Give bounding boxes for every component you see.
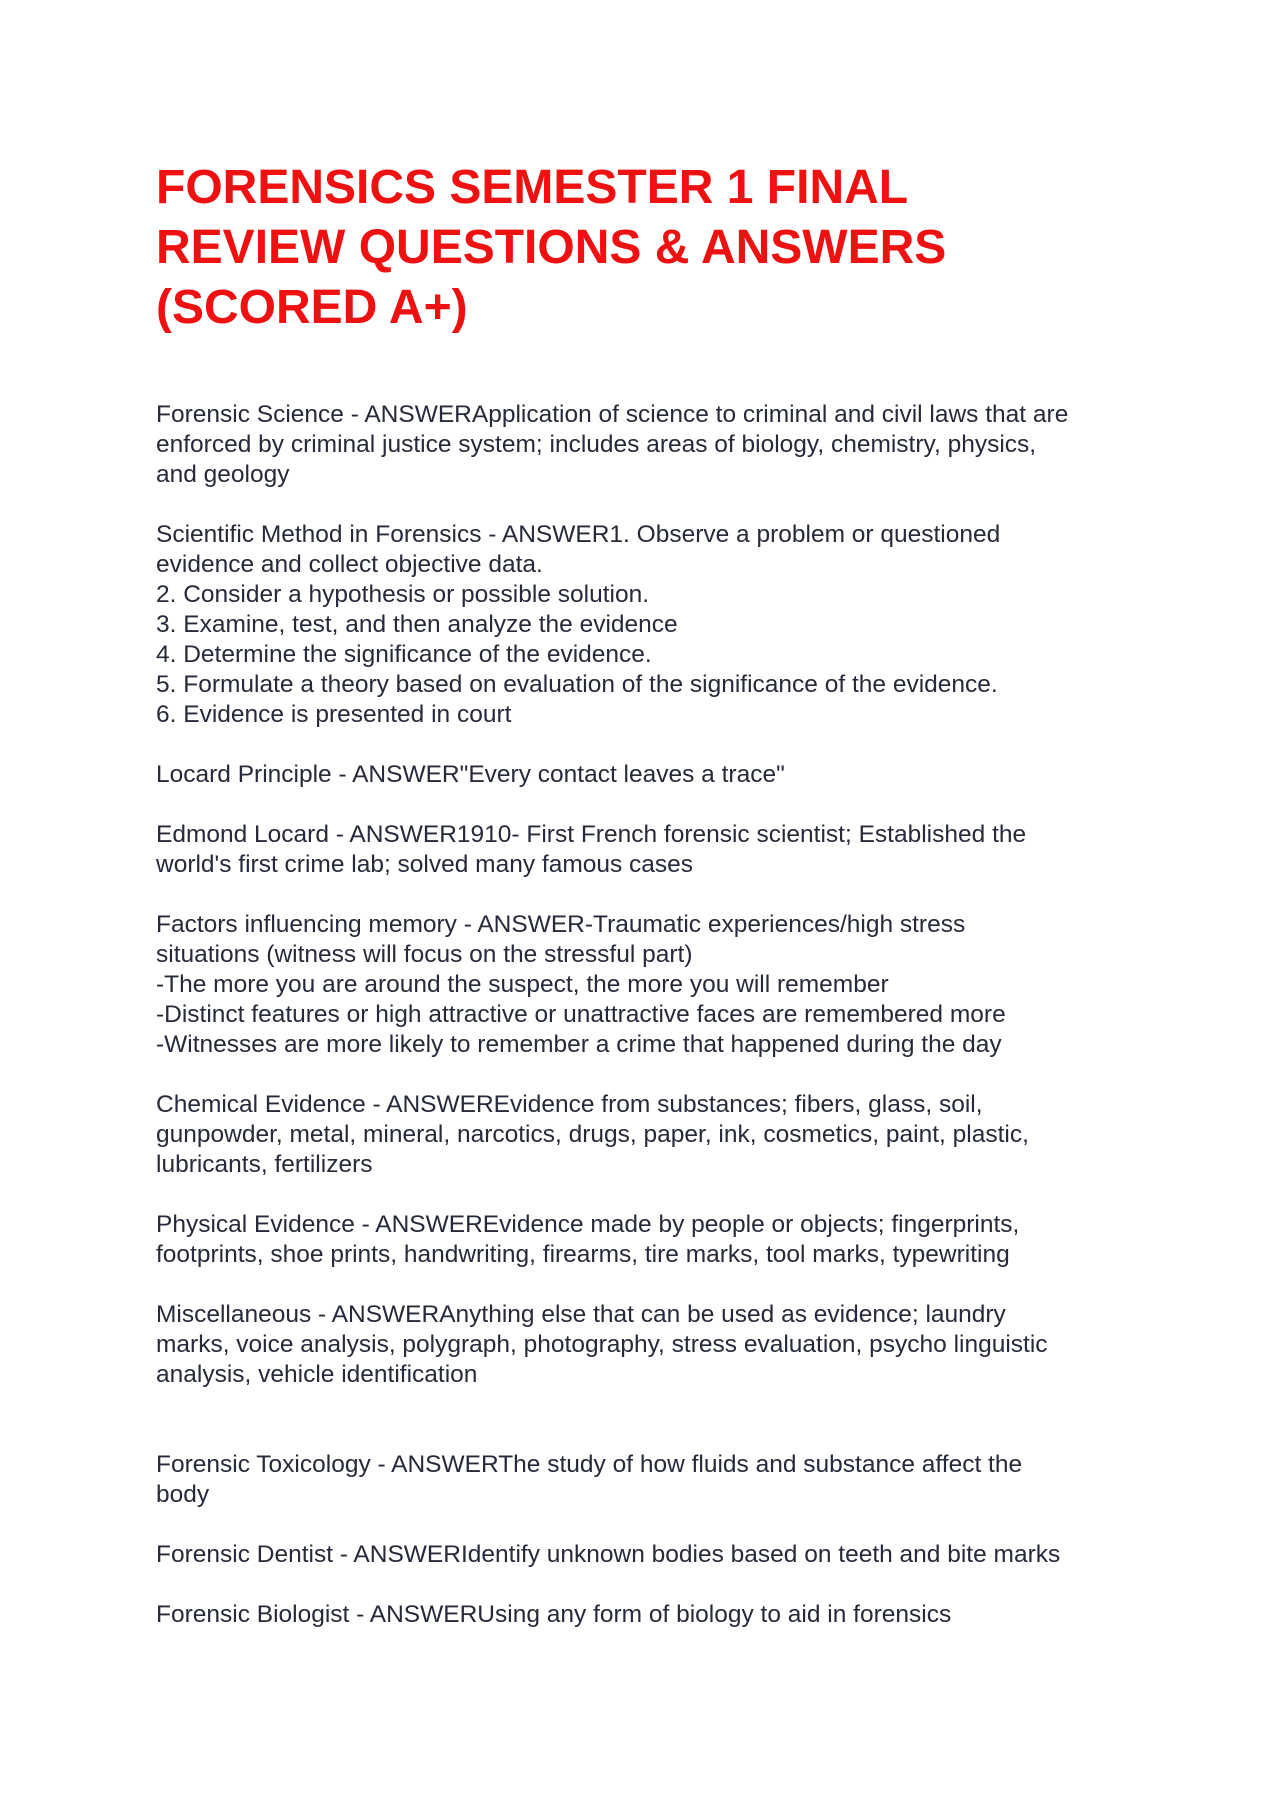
qa-entry-edmond-locard	[156, 820, 1136, 880]
entry-line: Locard Principle - ANSWER"Every contact leaves a trace"	[156, 761, 785, 788]
qa-entry-forensic-dentist	[156, 1540, 1136, 1570]
entry-line: gunpowder, metal, mineral, narcotics, drugs, paper, ink, cosmetics, paint, plastic,	[156, 1121, 1029, 1148]
entry-line: Factors influencing memory - ANSWER-Traumatic experiences/high stress	[156, 911, 966, 938]
entry-line: -Witnesses are more likely to remember a crime that happened during the day	[156, 1031, 1002, 1058]
entry-line: footprints, shoe prints, handwriting, firearms, tire marks, tool marks, typewriting	[156, 1241, 1010, 1268]
entry-line: and geology	[156, 461, 290, 488]
title-line: FORENSICS SEMESTER 1 FINAL	[156, 161, 909, 214]
entry-line: situations (witness will focus on the stressful part)	[156, 941, 693, 968]
entry-line: 4. Determine the significance of the evidence.	[156, 641, 652, 668]
entry-line: evidence and collect objective data.	[156, 551, 543, 578]
document-page	[156, 158, 1136, 1660]
entry-line: Chemical Evidence - ANSWEREvidence from substances; fibers, glass, soil,	[156, 1091, 983, 1118]
entry-line: 2. Consider a hypothesis or possible solution.	[156, 581, 650, 608]
qa-entry-memory-factors	[156, 910, 1136, 1060]
qa-entry-forensic-biologist	[156, 1600, 1136, 1630]
title-line: (SCORED A+)	[156, 281, 468, 334]
qa-entry-locard-principle	[156, 760, 1136, 790]
qa-entry-miscellaneous	[156, 1300, 1136, 1390]
entry-line: Forensic Toxicology - ANSWERThe study of how fluids and substance affect the	[156, 1451, 1023, 1478]
qa-entry-physical-evidence	[156, 1210, 1136, 1270]
entry-line: 3. Examine, test, and then analyze the evidence	[156, 611, 678, 638]
qa-list	[156, 400, 1136, 1630]
entry-line: Physical Evidence - ANSWEREvidence made by people or objects; fingerprints,	[156, 1211, 1020, 1238]
entry-line: Edmond Locard - ANSWER1910- First French forensic scientist; Established the	[156, 821, 1027, 848]
qa-entry-forensic-toxicology	[156, 1450, 1136, 1510]
entry-line: Scientific Method in Forensics - ANSWER1. Observe a problem or questioned	[156, 521, 1001, 548]
entry-line: 6. Evidence is presented in court	[156, 701, 512, 728]
document-title	[156, 158, 1136, 338]
entry-line: -Distinct features or high attractive or unattractive faces are remembered more	[156, 1001, 1006, 1028]
entry-line: Forensic Biologist - ANSWERUsing any form of biology to aid in forensics	[156, 1601, 952, 1628]
title-line: REVIEW QUESTIONS & ANSWERS	[156, 221, 947, 274]
entry-line: enforced by criminal justice system; includes areas of biology, chemistry, physics,	[156, 431, 1037, 458]
entry-line: Forensic Science - ANSWERApplication of science to criminal and civil laws that are	[156, 401, 1069, 428]
qa-entry-scientific-method	[156, 520, 1136, 730]
entry-line: 5. Formulate a theory based on evaluation of the significance of the evidence.	[156, 671, 998, 698]
entry-line: -The more you are around the suspect, the more you will remember	[156, 971, 889, 998]
entry-line: analysis, vehicle identification	[156, 1361, 478, 1388]
entry-line: lubricants, fertilizers	[156, 1151, 373, 1178]
entry-line: Forensic Dentist - ANSWERIdentify unknown bodies based on teeth and bite marks	[156, 1541, 1061, 1568]
qa-entry-chemical-evidence	[156, 1090, 1136, 1180]
qa-entry-forensic-science	[156, 400, 1136, 490]
entry-line: world's first crime lab; solved many famous cases	[156, 851, 694, 878]
entry-line: Miscellaneous - ANSWERAnything else that can be used as evidence; laundry	[156, 1301, 1006, 1328]
entry-line: marks, voice analysis, polygraph, photography, stress evaluation, psycho linguistic	[156, 1331, 1048, 1358]
entry-line: body	[156, 1481, 210, 1508]
